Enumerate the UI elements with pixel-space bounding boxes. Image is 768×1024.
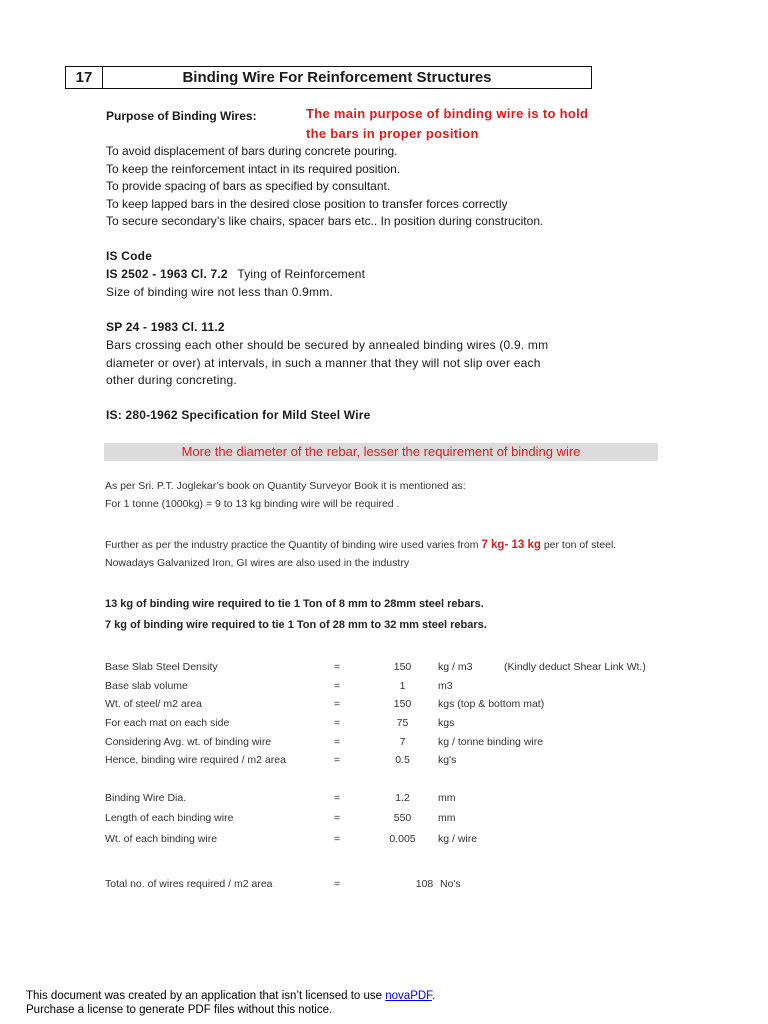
calc-value: 0.005: [389, 833, 416, 845]
purpose-list: [106, 143, 543, 231]
calc-unit: kg / tonne binding wire: [438, 736, 544, 748]
calc-value: 108: [415, 878, 434, 890]
calc-unit: kg's: [438, 754, 457, 766]
joglekar-line: For 1 tonne (1000kg) = 9 to 13 kg binding wire will be required .: [105, 498, 400, 510]
purpose-line: To provide spacing of bars as specified by consultant.: [106, 179, 391, 194]
calc-value: 1.2: [395, 792, 410, 804]
purpose-line: To keep the reinforcement intact in its required position.: [106, 161, 401, 176]
calc-unit: kgs (top & bottom mat): [438, 698, 545, 710]
industry-line: [105, 539, 616, 551]
calc-equals: =: [334, 754, 341, 766]
calc-equals: =: [334, 661, 341, 673]
calc-unit: kgs: [438, 717, 455, 729]
calc-label: Wt. of each binding wire: [105, 833, 218, 845]
calc-row-total: [0, 878, 768, 894]
calc-label: For each mat on each side: [105, 717, 230, 729]
calc-row: [0, 698, 768, 714]
calc-unit: mm: [438, 792, 456, 804]
calc-value: 550: [393, 812, 412, 824]
calc-value: 75: [396, 717, 409, 729]
calc-equals: =: [334, 878, 341, 890]
calc-value: 150: [393, 661, 412, 673]
calc-equals: =: [334, 680, 341, 692]
calc-row: [0, 680, 768, 696]
calc-row: [0, 792, 768, 808]
is-code-heading: IS Code: [106, 249, 153, 263]
calc-label: Base Slab Steel Density: [105, 661, 218, 673]
is-code-ref1-number: IS 2502 - 1963 Cl. 7.2: [106, 267, 228, 281]
calc-equals: =: [334, 717, 341, 729]
calc-value: 150: [393, 698, 412, 710]
bold-note: 7 kg of binding wire required to tie 1 Ton of 28 mm to 32 mm steel rebars.: [105, 619, 487, 631]
calc-row: [0, 812, 768, 828]
calc-note: (Kindly deduct Shear Link Wt.): [504, 661, 646, 673]
industry-line: Nowadays Galvanized Iron, GI wires are also used in the industry: [105, 557, 410, 569]
calc-row: [0, 661, 768, 677]
purpose-line: To secure secondary’s like chairs, spacer bars etc.. In position during construciton.: [106, 214, 544, 229]
calc-row: [0, 736, 768, 752]
license-notice-line1: [26, 989, 435, 1003]
calc-equals: =: [334, 833, 341, 845]
calc-unit: kg / m3: [438, 661, 473, 673]
calc-row: [0, 754, 768, 770]
calc-value: 1: [399, 680, 406, 692]
bold-note: 13 kg of binding wire required to tie 1 Ton of 8 mm to 28mm steel rebars.: [105, 598, 484, 610]
calc-equals: =: [334, 736, 341, 748]
calc-equals: =: [334, 792, 341, 804]
purpose-line: To keep lapped bars in the desired close position to transfer forces correctly: [106, 196, 508, 211]
purpose-highlight: [306, 104, 656, 144]
license-notice-text: This document was created by an application that isn’t licensed to use: [26, 990, 383, 1002]
section-number: 17: [66, 67, 103, 88]
is280-heading: IS: 280-1962 Specification for Mild Steel Wire: [106, 408, 371, 422]
calc-equals: =: [334, 812, 341, 824]
calc-unit: mm: [438, 812, 456, 824]
is-code-ref1-detail: Size of binding wire not less than 0.9mm.: [106, 285, 333, 299]
purpose-highlight-line1: The main purpose of binding wire is to hold: [306, 106, 589, 121]
calc-label: Wt. of steel/ m2 area: [105, 698, 202, 710]
calc-value: 7: [399, 736, 406, 748]
highlight-band: [104, 443, 658, 461]
purpose-highlight-line2: the bars in proper position: [306, 126, 479, 141]
calc-label: Hence, binding wire required / m2 area: [105, 754, 286, 766]
calc-label: Length of each binding wire: [105, 812, 234, 824]
sp24-heading: SP 24 - 1983 Cl. 11.2: [106, 320, 225, 334]
section-title: Binding Wire For Reinforcement Structures: [182, 69, 492, 86]
license-notice-period: .: [431, 990, 436, 1002]
calc-value: 0.5: [395, 754, 410, 766]
calc-row: [0, 833, 768, 849]
industry-range: 7 kg- 13 kg: [481, 539, 541, 551]
highlight-band-text: More the diameter of the rebar, lesser the requirement of binding wire: [181, 444, 581, 459]
purpose-line: To avoid displacement of bars during concrete pouring.: [106, 144, 398, 158]
novapdf-link[interactable]: novaPDF: [385, 990, 432, 1002]
calc-unit: kg / wire: [438, 833, 478, 845]
is-code-ref1: [106, 267, 365, 281]
license-notice: [26, 989, 435, 1017]
industry-line-suffix: per ton of steel.: [543, 539, 617, 551]
sp24-line: other during concreting.: [106, 373, 237, 387]
calc-equals: =: [334, 698, 341, 710]
license-notice-line2: Purchase a license to generate PDF files without this notice.: [26, 1004, 333, 1016]
joglekar-line: As per Sri. P.T. Joglekar’s book on Quantity Surveyor Book it is mentioned as:: [105, 480, 466, 492]
calc-unit: m3: [438, 680, 453, 692]
calc-row: [0, 717, 768, 733]
calc-label: Considering Avg. wt. of binding wire: [105, 736, 272, 748]
is-code-ref1-title: Tying of Reinforcement: [237, 267, 366, 281]
calc-label: Binding Wire Dia.: [105, 792, 187, 804]
sp24-line: diameter or over) at intervals, in such a manner that they will not slip over each: [106, 356, 541, 370]
purpose-label: Purpose of Binding Wires:: [106, 109, 257, 123]
industry-line-text: Further as per the industry practice the Quantity of binding wire used varies from: [105, 539, 479, 551]
calc-unit: No's: [440, 878, 461, 890]
section-header: [65, 66, 592, 89]
sp24-line: Bars crossing each other should be secured by annealed binding wires (0.9. mm: [106, 338, 549, 352]
calc-label: Base slab volume: [105, 680, 188, 692]
calc-label: Total no. of wires required / m2 area: [105, 878, 273, 890]
